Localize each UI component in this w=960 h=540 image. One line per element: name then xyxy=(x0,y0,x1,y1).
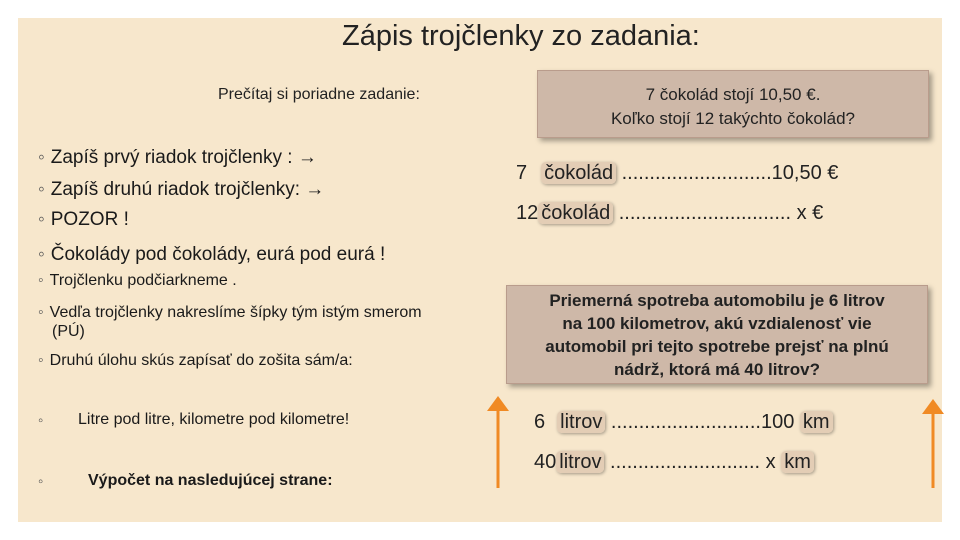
task2-box xyxy=(506,285,928,384)
slide-title: Zápis trojčlenky zo zadania: xyxy=(342,20,700,52)
arrow-up-icon xyxy=(920,398,946,490)
task1-line1: 7 čokolád stojí 10,50 €. xyxy=(645,85,821,104)
bullet-item: ◦ Čokolády pod čokolády, eurá pod eurá ! xyxy=(38,244,386,265)
bullet-item: ◦ POZOR ! xyxy=(38,209,129,230)
eq2-row1: 6 litrov ...........................100 km xyxy=(534,411,833,434)
task2-line1: Priemerná spotreba automobilu je 6 litrov xyxy=(549,291,885,310)
unit-highlight: čokolád xyxy=(541,162,616,184)
unit-highlight: čokolád xyxy=(538,202,613,224)
bullet-icon: ◦ xyxy=(38,147,45,168)
bullet-item: ◦ Vedľa trojčlenky nakreslíme šípky tým istým smerom xyxy=(38,304,422,321)
bullet-item: ◦ Zapíš prvý riadok trojčlenky : → xyxy=(38,147,317,168)
bullet-icon: ◦ xyxy=(38,209,45,230)
unit-highlight: litrov xyxy=(557,411,605,433)
unit-highlight: litrov xyxy=(556,451,604,473)
unit-highlight: km xyxy=(800,411,833,433)
task1-box xyxy=(537,70,929,138)
bullet-icon: ◦ xyxy=(38,473,44,490)
bullet-item: ◦ Druhú úlohu skús zapísať do zošita sám/a: xyxy=(38,352,353,369)
bullet-text: Litre pod litre, kilometre pod kilometre! xyxy=(78,411,350,428)
unit-highlight: km xyxy=(781,451,814,473)
bullet-item: ◦ Zapíš druhú riadok trojčlenky: → xyxy=(38,179,325,200)
task2-line2: na 100 kilometrov, akú vzdialenosť vie xyxy=(562,314,872,333)
task2-line4: nádrž, ktorá má 40 litrov? xyxy=(614,360,820,379)
bullet-icon: ◦ xyxy=(38,304,44,321)
bullet-icon: ◦ xyxy=(38,272,44,289)
bullet-item: ◦ Trojčlenku podčiarkneme . xyxy=(38,272,237,289)
bullet-icon: ◦ xyxy=(38,244,45,265)
task2-line3: automobil pri tejto spotrebe prejsť na plnú xyxy=(545,337,889,356)
prompt-text: Prečítaj si poriadne zadanie: xyxy=(218,86,420,103)
bullet-icon: ◦ xyxy=(38,412,44,429)
task1-line2: Koľko stojí 12 takýchto čokolád? xyxy=(610,109,856,128)
bullet-icon: ◦ xyxy=(38,352,44,369)
bullet-continuation: (PÚ) xyxy=(52,323,85,340)
bullet-icon: ◦ xyxy=(38,179,45,200)
eq1-row2: 12 čokolád ............................... x € xyxy=(516,202,824,224)
eq1-row1: 7 čokolád ...........................10,50 € xyxy=(516,162,839,184)
bullet-text: Výpočet na nasledujúcej strane: xyxy=(88,472,333,489)
arrow-up-icon xyxy=(485,395,511,490)
eq2-row2: 40 litrov ........................... x km xyxy=(534,451,814,474)
